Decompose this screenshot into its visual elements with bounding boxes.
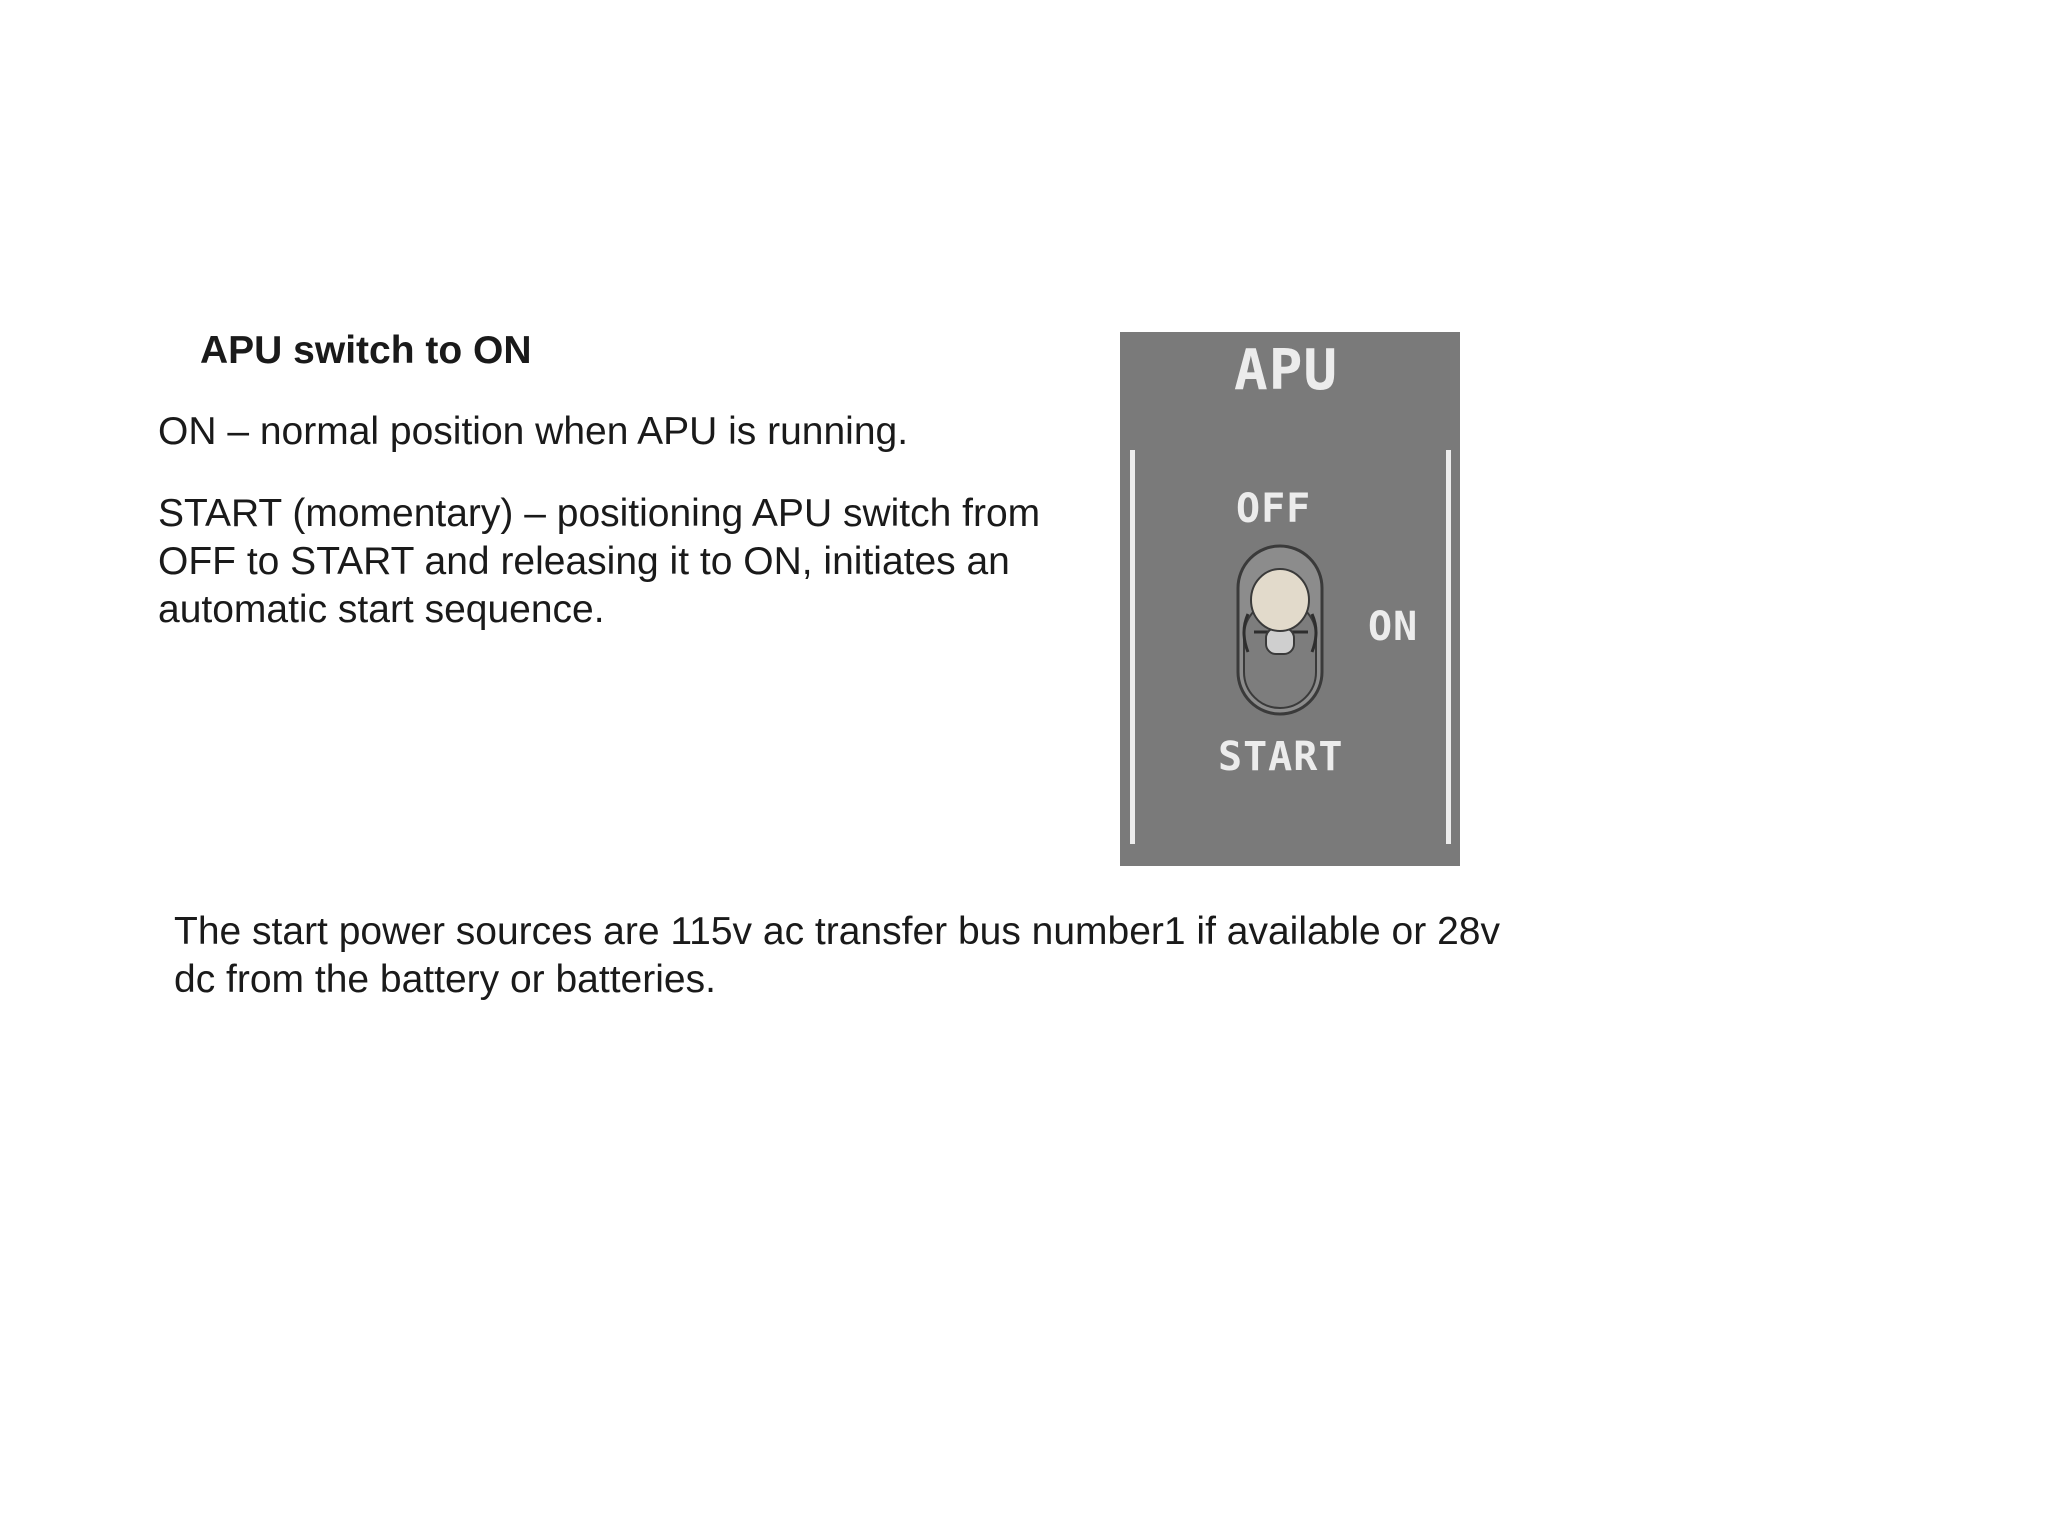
on-description: ON – normal position when APU is running. [158, 410, 909, 453]
power-sources-note: The start power sources are 115v ac transfer bus number1 if available or 28v dc from the battery or batteries. [174, 910, 1500, 1001]
off-position-label: OFF [1236, 486, 1312, 532]
apu-switch-panel [1120, 332, 1460, 866]
apu-panel-title: APU [1234, 338, 1339, 403]
start-description: START (momentary) – positioning APU switch from OFF to START and releasing it to ON, initiates an automatic start sequence. [158, 492, 1041, 631]
section-heading: APU switch to ON [200, 329, 532, 372]
apu-panel-graphic [1120, 332, 1460, 866]
right-bracket-line [1446, 450, 1451, 844]
on-position-label: ON [1368, 604, 1419, 650]
start-position-label: START [1218, 734, 1344, 780]
left-bracket-line [1130, 450, 1135, 844]
apu-toggle-switch-icon [1238, 546, 1322, 714]
